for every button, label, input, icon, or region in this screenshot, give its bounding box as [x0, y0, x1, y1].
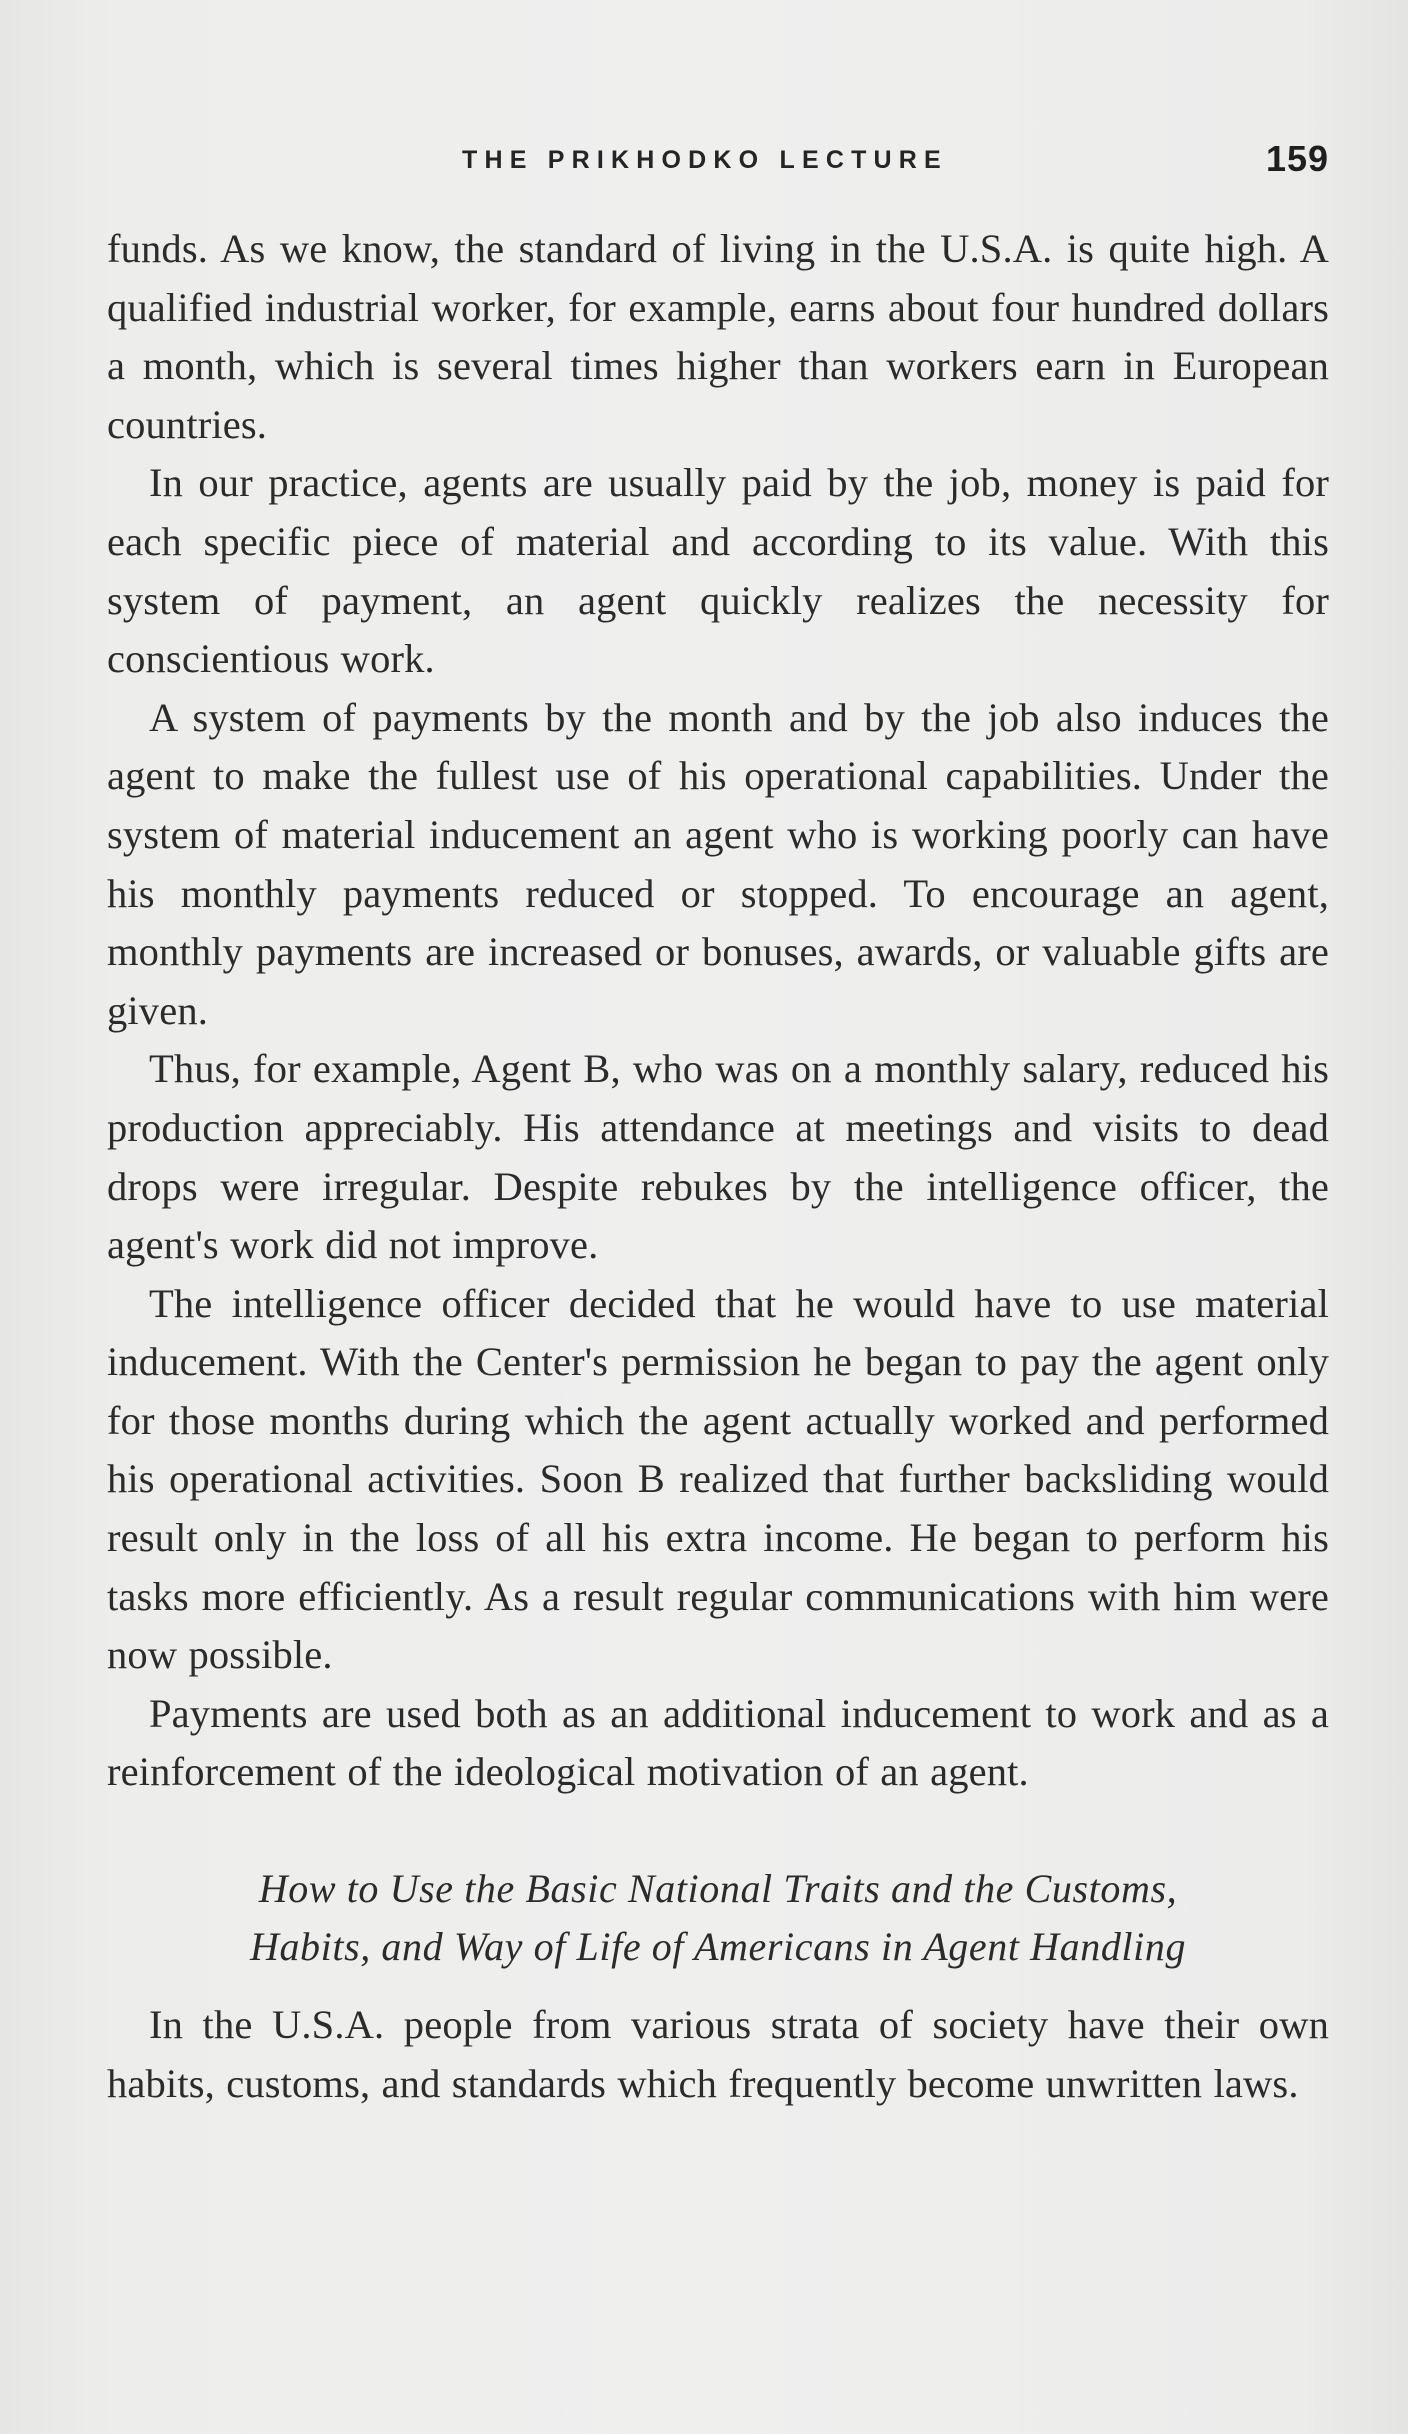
section-heading-line-2: Habits, and Way of Life of Americans in Agent Handling [249, 1924, 1187, 1970]
section-heading-line-1: How to Use the Basic National Traits and the Customs, [258, 1866, 1178, 1912]
paragraph-4: Thus, for example, Agent B, who was on a monthly salary, reduced his production appreciably. His attendance at meetings and visits to dead drops were irregular. Despite rebukes by the intelligence officer, the agent's work did not improve. [107, 1046, 1329, 1268]
paragraph-7: In the U.S.A. people from various strata of society have their own habits, customs, and standards which frequently become unwritten laws. [107, 2002, 1329, 2106]
paragraph-2: In our practice, agents are usually paid by the job, money is paid for each specific piece of material and according to its value. With this system of payment, an agent quickly realizes the necessity for conscientious work. [107, 460, 1329, 682]
paragraph-1: funds. As we know, the standard of living in the U.S.A. is quite high. A qualified industrial worker, for example, earns about four hundred dollars a month, which is several times higher than workers earn in European countries. [107, 226, 1329, 447]
paragraph-6: Payments are used both as an additional inducement to work and as a reinforcement of the ideological motivation of an agent. [107, 1690, 1329, 1795]
running-title: THE PRIKHODKO LECTURE [462, 146, 948, 174]
running-head [0, 138, 1408, 190]
page-number: 159 [1266, 138, 1330, 179]
paragraph-3: A system of payments by the month and by the job also induces the agent to make the fullest use of his operational capabilities. Under the system of material inducement an agent who is working poorly can have his monthly payments reduced or stopped. To encourage an agent, monthly payments are increased or bonuses, awards, or valuable gifts are given. [107, 694, 1329, 1033]
section-heading [107, 1860, 1329, 1976]
paragraph-5: The intelligence officer decided that he would have to use material inducement. With the Center's permission he began to pay the agent only for those months during which the agent actually worked and performed his operational activities. Soon B realized that further backsliding would result only in the loss of all his extra income. He began to perform his tasks more efficiently. As a result regular communications with him were now possible. [107, 1280, 1329, 1678]
body-text [107, 220, 1329, 2113]
